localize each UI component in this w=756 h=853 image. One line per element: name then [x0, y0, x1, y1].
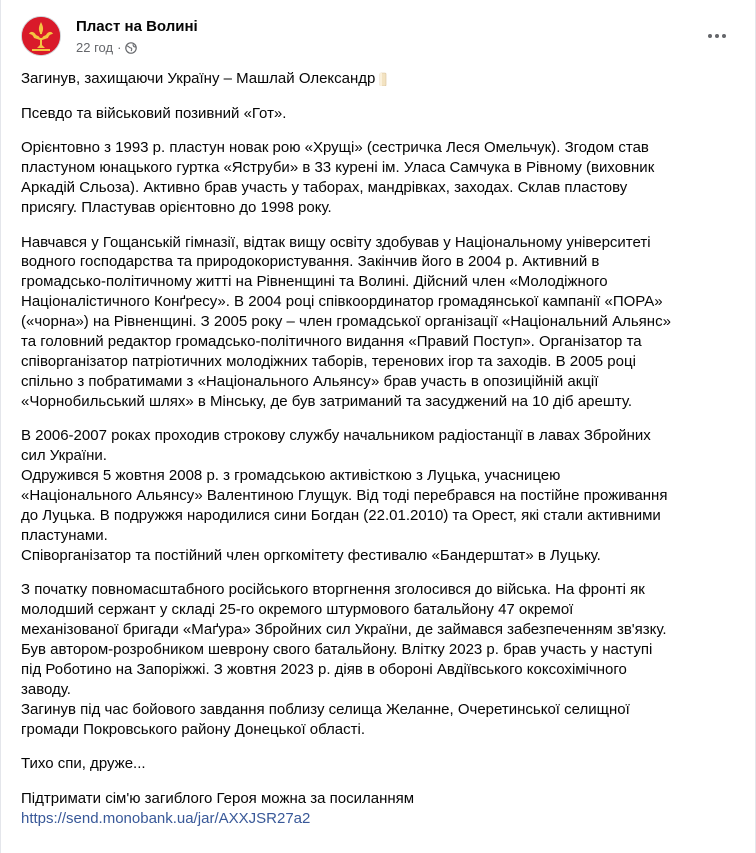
text-line: під Роботино на Запоріжжі. З жовтня 2023 р. діяв в обороні Авдіївського коксохімічного [21, 661, 627, 678]
candle-emoji-icon [377, 69, 389, 86]
paragraph-plast [21, 138, 737, 218]
more-options-button[interactable] [699, 18, 735, 54]
paragraph-support [21, 789, 737, 829]
page-avatar[interactable] [21, 16, 61, 56]
paragraph-education [21, 233, 737, 412]
text-line: В 2006-2007 роках проходив строкову службу начальником радіостанції в лавах Збройних [21, 427, 651, 445]
text-line: Навчався у Гощанській гімназії, відтак вищу освіту здобував у Національному університеті [21, 233, 651, 251]
text-line: Співорганізатор та постійний член оргкомітету фестивалю «Бандерштат» в Луцьку. [21, 546, 601, 564]
text-line: Аркадій Сльоза). Активно брав участь у таборах, мандрівках, заходах. Склав пластову [21, 179, 628, 196]
post-header [21, 14, 735, 62]
post-time[interactable]: 22 год [76, 40, 114, 55]
text-line: («чорна») на Рівненщині. З 2005 року – член громадської організації «Національний Альянс» [21, 313, 671, 331]
text-line: механізованої бригади «Маґура» Збройних сил України, де займався забезпеченням зв'язку. [21, 621, 667, 639]
text-line: Націоналістичного Конґресу». В 2004 році співкоординатор громадянської кампанії «ПОРА» [21, 293, 663, 311]
post-meta [76, 40, 137, 55]
text-line: З початку повномасштабного російського вторгнення зголосився до війська. На фронті як [21, 581, 645, 599]
text-line [21, 809, 737, 829]
text-line: пластунами. [21, 526, 108, 544]
paragraph-callsign [21, 104, 737, 124]
text-line: спільно з побратимами з «Національного Альянсу» брав участь в опозиційній акції [21, 372, 599, 390]
text-line: водного господарства та природокористування. Закінчив його в 2004 р. Активний в [21, 253, 600, 271]
text-line: Тихо спи, друже... [21, 755, 146, 773]
text-line: «Національного Альянсу» Валентиною Глущук. Від тоді перебрався на постійне проживання [21, 487, 668, 505]
donation-link[interactable]: https://send.monobank.ua/jar/AXXJSR27a2 [21, 809, 311, 827]
plast-emblem-icon [22, 17, 60, 55]
text-line: Псевдо та військовий позивний «Гот». [21, 104, 287, 122]
text-line: співорганізатор патріотичних молодіжних таборів, теренових ігор та заходів. В 2005 році [21, 352, 636, 370]
text-line: «Чорнобильський шлях» в Мінську, де був затриманий та засуджений на 10 діб арешту. [21, 392, 633, 410]
meta-separator: · [117, 40, 122, 55]
text-line: Підтримати сім'ю загиблого Героя можна за посиланням [21, 789, 415, 807]
text-line: сил України. [21, 447, 107, 465]
paragraph-title [21, 69, 737, 89]
text-line: молодший сержант у складі 25-го окремого штурмового батальйону 47 окремої [21, 601, 574, 619]
text-line: до Луцька. В подружжя народилися сини Богдан (22.01.2010) та Орест, які стали активними [21, 506, 661, 524]
paragraph-war [21, 580, 737, 739]
text-line: пластуном юнацького гуртка «Яструби» в 33 курені ім. Уласа Самчука в Рівному (виховник [21, 159, 655, 177]
text-line: громадсько-політичному житті на Рівненщині та Волині. Дійсний член «Молодіжного [21, 273, 608, 291]
text-line: Одружився 5 жовтня 2008 р. з громадською активісткою з Луцька, учасницею [21, 467, 561, 485]
post-text [21, 69, 737, 843]
text-line: присягу. Пластував орієнтовно до 1998 року. [21, 198, 332, 216]
paragraph-farewell [21, 754, 737, 774]
more-horizontal-icon [707, 33, 727, 39]
text-line: Орієнтовно з 1993 р. пластун новак рою «Хрущі» (сестричка Леся Омельчук). Згодом став [21, 139, 649, 157]
page-name[interactable]: Пласт на Волині [76, 18, 198, 35]
text-line: громади Покровського району Донецької області. [21, 720, 366, 738]
text-line: заводу. [21, 680, 71, 698]
text-line: та головний редактор громадсько-політичного видання «Правий Поступ». Організатор та [21, 333, 642, 351]
text-line: Загинув, захищаючи Україну – Машлай Олександр [21, 69, 737, 89]
paragraph-service-family [21, 426, 737, 565]
globe-icon[interactable] [125, 42, 137, 54]
text-line: Був автором-розробником шеврону свого батальйону. Влітку 2023 р. брав участь у наступі [21, 641, 653, 659]
text-line: Загинув під час бойового завдання поблизу селища Желанне, Очеретинської селищної [21, 700, 630, 718]
